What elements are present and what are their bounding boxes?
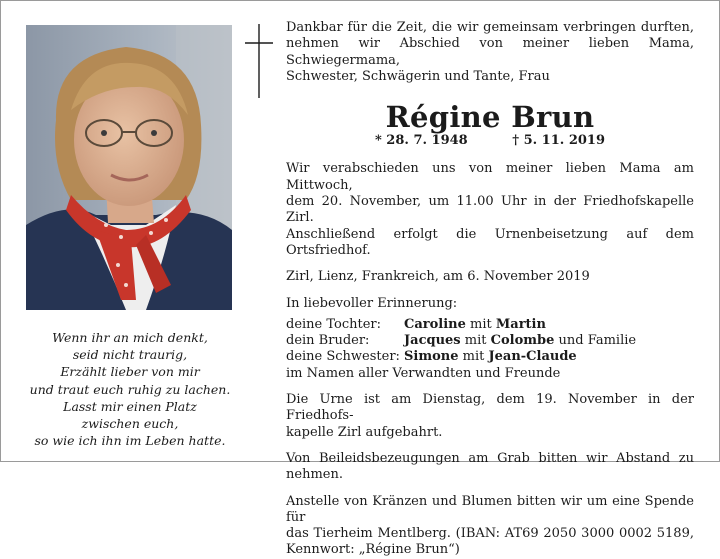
family-row xyxy=(286,317,694,333)
announcement-text xyxy=(286,20,694,559)
intro-line: nehmen wir Abschied von meiner lieben Mama, Schwiegermama, xyxy=(286,36,694,68)
family-closing: im Namen aller Verwandten und Freunde xyxy=(286,365,561,381)
family-conjunction: mit xyxy=(470,316,492,332)
family-name: Colombe xyxy=(490,333,555,349)
farewell-line: dem 20. November, um 11.00 Uhr in der Friedhofskapelle Zirl. xyxy=(286,194,694,226)
birth-date: * 28. 7. 1948 xyxy=(374,133,468,149)
poem-line: Lasst mir einen Platz xyxy=(63,398,197,414)
family-relation: deine Tochter: xyxy=(286,316,382,332)
death-date: † 5. 11. 2019 xyxy=(512,133,606,149)
poem-line: seid nicht traurig, xyxy=(72,347,188,363)
portrait-photo xyxy=(26,25,232,310)
poem xyxy=(24,329,236,449)
deceased-name: Régine Brun xyxy=(385,100,595,135)
donation-line: das Tierheim Mentlberg. (IBAN: AT69 2050 3000 0002 5189, xyxy=(286,526,694,542)
life-dates xyxy=(286,133,694,149)
poem-line: und traut euch ruhig zu lachen. xyxy=(29,381,231,397)
intro-line: Dankbar für die Zeit, die wir gemeinsam verbringen durften, xyxy=(286,20,694,35)
family-name: Martin xyxy=(495,316,546,332)
condolences-note: Von Beileidsbezeugungen am Grab bitten wir Abstand zu nehmen. xyxy=(286,450,694,483)
family-name: Jean-Claude xyxy=(488,349,577,365)
poem-line: zwischen euch, xyxy=(81,416,179,432)
family-relation: dein Bruder: xyxy=(286,333,370,349)
family-row xyxy=(286,333,694,349)
intro-line: Schwester, Schwägerin und Tante, Frau xyxy=(286,68,550,84)
farewell-line: Anschließend erfolgt die Urnenbeisetzung auf dem Ortsfriedhof. xyxy=(286,226,694,258)
cross-icon xyxy=(245,24,273,102)
poem-line: so wie ich ihn im Leben hatte. xyxy=(34,433,226,449)
place-date: Zirl, Lienz, Frankreich, am 6. November 2019 xyxy=(286,269,590,285)
family-row xyxy=(286,349,694,365)
urn-line: kapelle Zirl aufgebahrt. xyxy=(286,424,443,440)
poem-line: Erzählt lieber von mir xyxy=(60,364,200,380)
family-suffix: und Familie xyxy=(558,333,637,349)
family-name: Caroline xyxy=(404,316,466,332)
family-conjunction: mit xyxy=(462,349,485,365)
donation-line: Kennwort: „Régine Brun“) xyxy=(286,542,460,558)
family-name: Simone xyxy=(404,349,459,365)
farewell-line: Wir verabschieden uns von meiner lieben Mama am Mittwoch, xyxy=(286,161,694,193)
family-name: Jacques xyxy=(404,333,461,349)
urn-line: Die Urne ist am Dienstag, dem 19. November in der Friedhofs- xyxy=(286,392,694,424)
poem-line: Wenn ihr an mich denkt, xyxy=(52,330,208,345)
family-conjunction: mit xyxy=(464,333,487,349)
donation-line: Anstelle von Kränzen und Blumen bitten wir um eine Spende für xyxy=(286,493,694,525)
memory-heading: In liebevoller Erinnerung: xyxy=(286,295,458,311)
family-relation: deine Schwester: xyxy=(286,349,400,365)
